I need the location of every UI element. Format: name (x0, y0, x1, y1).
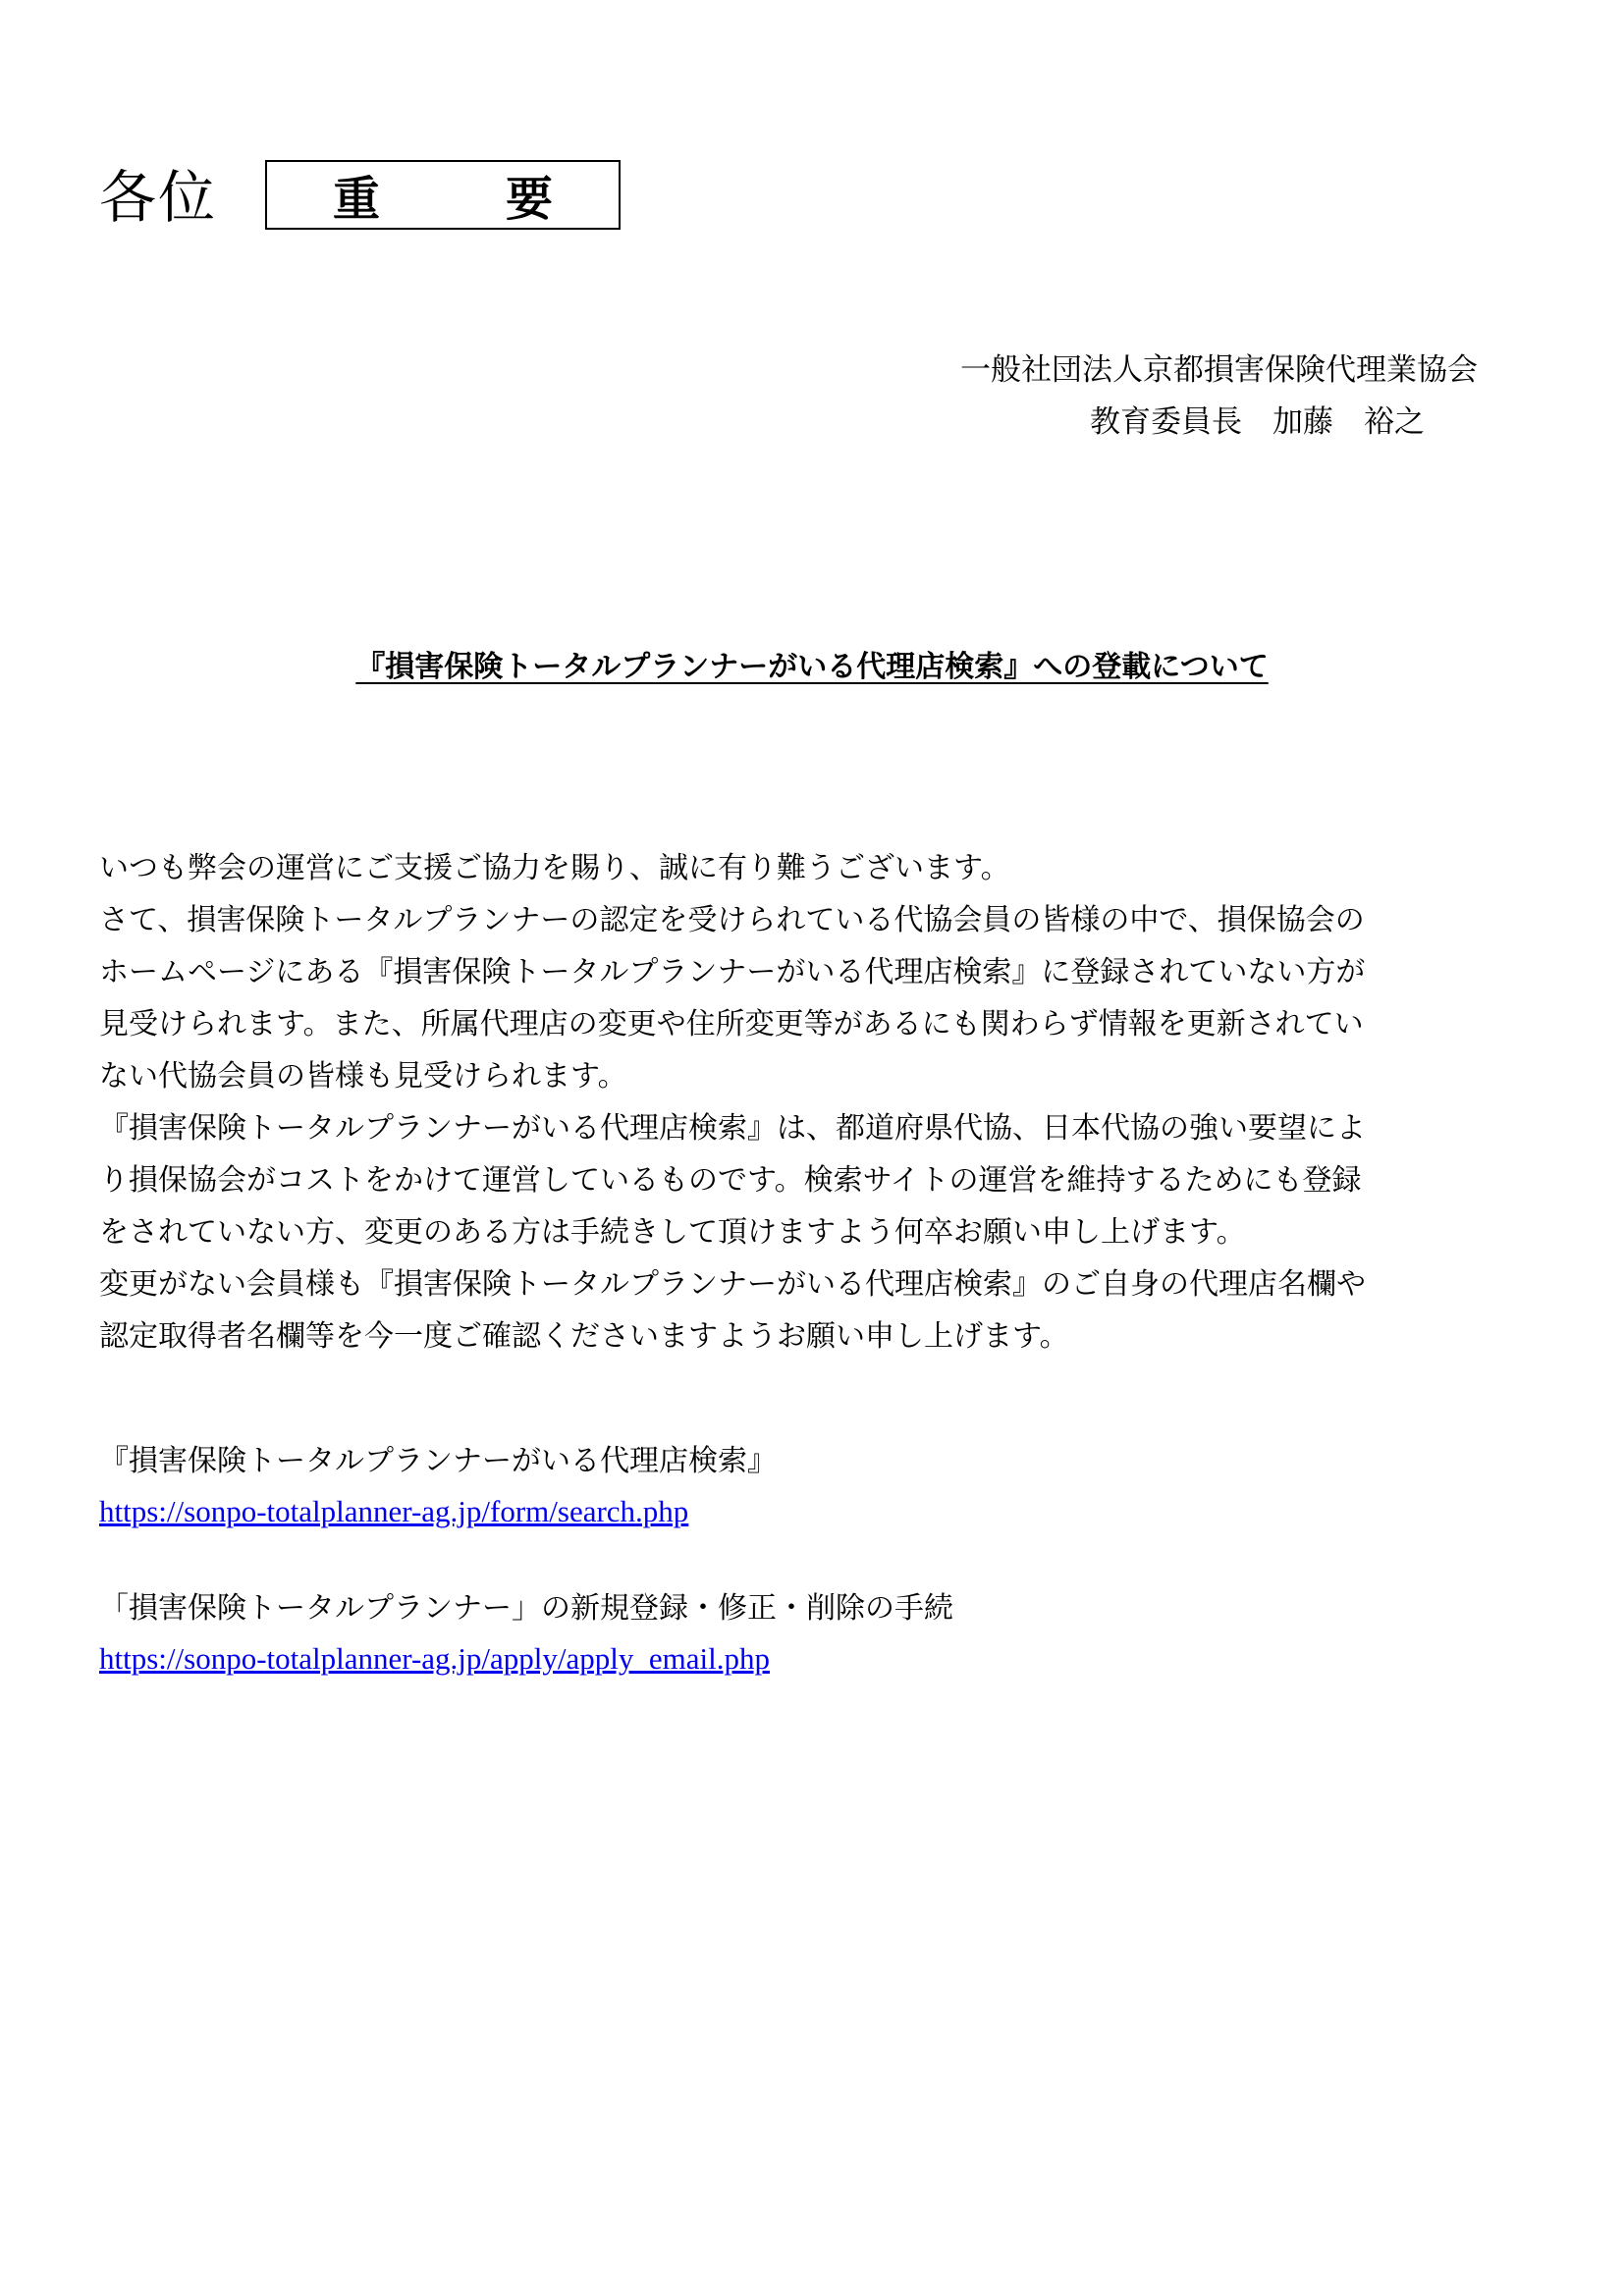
addressee: 各位 (99, 164, 218, 231)
body-line: 認定取得者名欄等を今一度ご確認くださいますようお願い申し上げます。 (99, 1319, 1069, 1354)
search-link-label: 『損害保険トータルプランナーがいる代理店検索』 (99, 1444, 777, 1478)
body-line: 『損害保険トータルプランナーがいる代理店検索』は、都道府県代協、日本代協の強い要望によ (99, 1111, 1366, 1146)
document-title-container (0, 648, 1624, 687)
body-line: 変更がない会員様も『損害保険トータルプランナーがいる代理店検索』のご自身の代理店名欄や (99, 1267, 1366, 1302)
body-line: さて、損害保険トータルプランナーの認定を受けられている代協会員の皆様の中で、損保協会の (99, 903, 1365, 937)
search-page-link[interactable]: https://sonpo-totalplanner-ag.jp/form/search.php (99, 1494, 689, 1528)
body-line: 見受けられます。また、所属代理店の変更や住所変更等があるにも関わらず情報を更新されてい (99, 1007, 1364, 1041)
sender-person: 教育委員長 加藤 裕之 (1090, 404, 1425, 440)
apply-link-section (99, 1582, 1474, 1683)
body-line: ホームページにある『損害保険トータルプランナーがいる代理店検索』に登録されていない方が (99, 955, 1366, 989)
search-link-section (99, 1435, 1474, 1536)
body-line: をされていない方、変更のある方は手続きして頂けますよう何卒お願い申し上げます。 (99, 1215, 1246, 1250)
sender-organization: 一般社団法人京都損害保険代理業協会 (960, 352, 1478, 388)
document-title: 『損害保険トータルプランナーがいる代理店検索』への登載について (355, 650, 1269, 684)
body-line: ない代協会員の皆様も見受けられます。 (99, 1059, 627, 1094)
important-label: 重 要 (332, 172, 592, 227)
body-line: り損保協会がコストをかけて運営しているものです。検索サイトの運営を維持するためにも登録 (99, 1163, 1362, 1198)
apply-link-label: 「損害保険トータルプランナー」の新規登録・修正・削除の手続 (99, 1591, 953, 1626)
body-line: いつも弊会の運営にご支援ご協力を賜り、誠に有り難うございます。 (99, 851, 1010, 885)
body-text (99, 842, 1523, 1362)
apply-page-link[interactable]: https://sonpo-totalplanner-ag.jp/apply/apply_email.php (99, 1641, 770, 1676)
important-stamp (265, 160, 621, 230)
